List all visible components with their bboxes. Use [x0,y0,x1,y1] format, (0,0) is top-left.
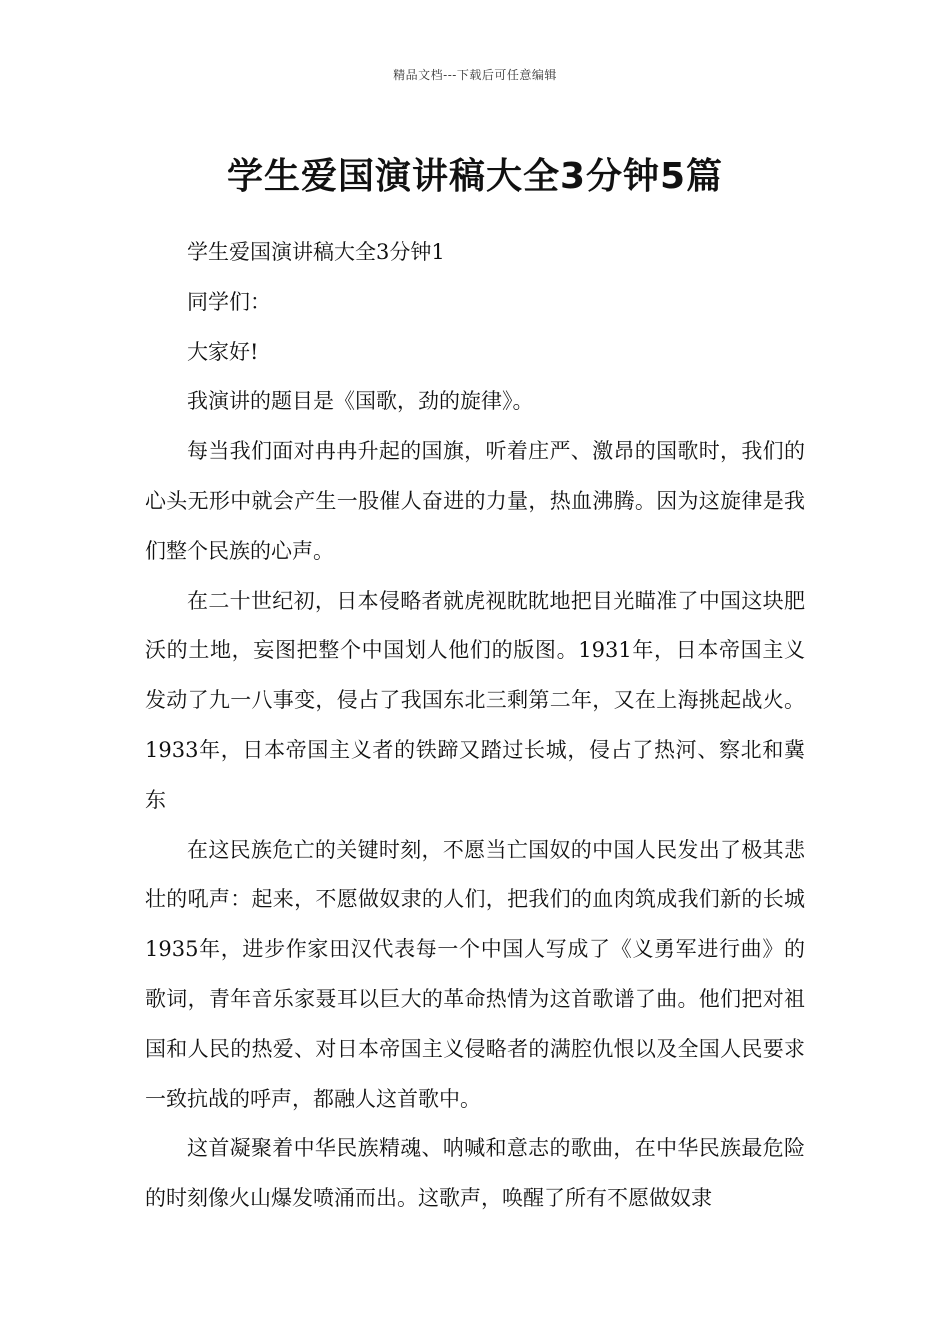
greeting: 大家好! [187,339,259,364]
page-header-note: 精品文档---下载后可任意编辑 [393,68,557,82]
document-title: 学生爱国演讲稿大全3分钟5篇 [226,156,724,198]
body-paragraph: 每当我们面对冉冉升起的国旗，听着庄严、激昂的国歌时，我们的心头无形中就会产生一股催人奋进的力量，热血沸腾。因为这旋律是我们整个民族的心声。 [145,439,805,563]
body-paragraph: 在这民族危亡的关键时刻，不愿当亡国奴的中国人民发出了极其悲壮的吼声：起来，不愿做奴隶的人们，把我们的血肉筑成我们新的长城1935年，进步作家田汉代表每一个中国人写成了《义勇军进行曲》的歌词，青年音乐家聂耳以巨大的革命热情为这首歌谱了曲。他们把对祖国和人民的热爱、对日本帝国主义侵略者的满腔仇恨以及全国人民要求一致抗战的呼声，都融人这首歌中。 [145,837,805,1111]
body-paragraph: 这首凝聚着中华民族精魂、呐喊和意志的歌曲，在中华民族最危险的时刻像火山爆发喷涌而出。这歌声，唤醒了所有不愿做奴隶 [145,1136,805,1211]
document-body [145,228,805,1224]
body-paragraph: 在二十世纪初，日本侵略者就虎视眈眈地把目光瞄准了中国这块肥沃的土地，妄图把整个中国划人他们的版图。1931年，日本帝国主义发动了九一八事变，侵占了我国东北三剩第二年，又在上海挑起战火。1933年，日本帝国主义者的铁蹄又踏过长城，侵占了热河、察北和冀东 [145,588,805,812]
speech-topic: 我演讲的题目是《国歌，劲的旋律》。 [187,389,534,414]
salutation: 同学们： [187,289,271,314]
speech-subtitle: 学生爱国演讲稿大全3分钟1 [187,240,445,264]
